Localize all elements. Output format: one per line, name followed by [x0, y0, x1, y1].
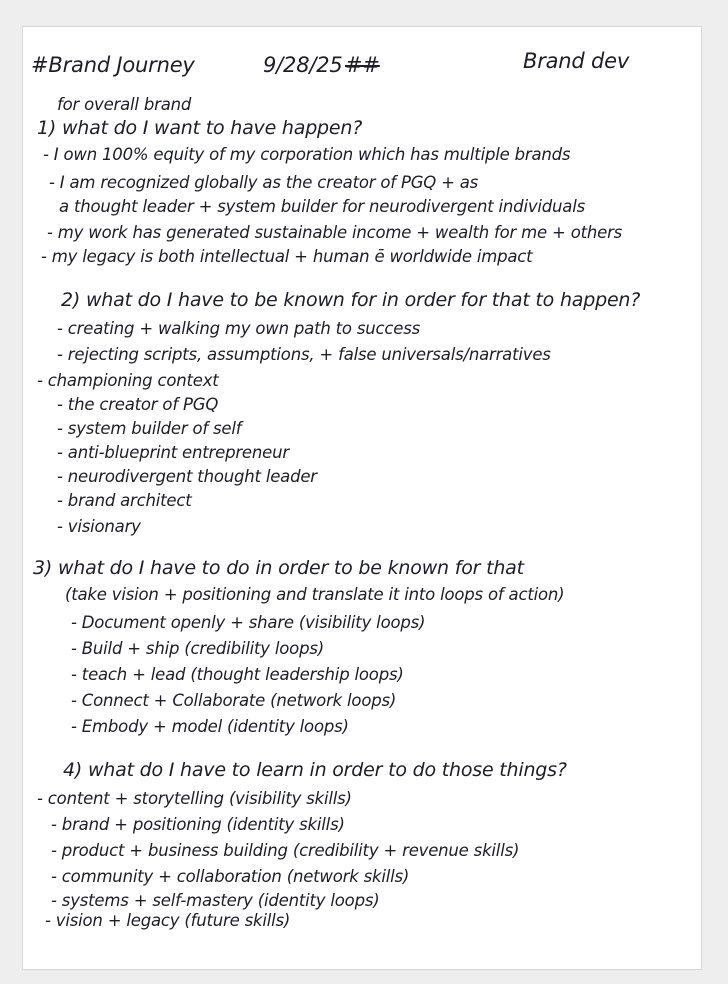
section-4-line: - systems + self-mastery (identity loops): [51, 891, 380, 910]
section-2-line: - creating + walking my own path to success: [57, 319, 421, 338]
section-1-line: - my work has generated sustainable income + wealth for me + others: [47, 223, 623, 242]
section-1-heading: 1) what do I want to have happen?: [37, 117, 363, 139]
section-2-line: - neurodivergent thought leader: [57, 467, 317, 486]
section-3-line: - Document openly + share (visibility loops): [71, 613, 426, 632]
section-1-line: - I own 100% equity of my corporation which has multiple brands: [43, 145, 571, 164]
section-2-line: - rejecting scripts, assumptions, + false universals/narratives: [57, 345, 551, 364]
notebook-page: [22, 26, 702, 970]
section-3-line: - teach + lead (thought leadership loops): [71, 665, 404, 684]
section-3-line: - Build + ship (credibility loops): [71, 639, 324, 658]
section-4-line: - community + collaboration (network skills): [51, 867, 410, 886]
section-4-line: - vision + legacy (future skills): [45, 911, 291, 930]
section-2-line: - visionary: [57, 517, 141, 536]
date-hash-mark: ##: [345, 53, 380, 77]
section-2-line: - the creator of PGQ: [57, 395, 219, 414]
section-2-line: - system builder of self: [57, 419, 242, 438]
section-4-line: - product + business building (credibility + revenue skills): [51, 841, 520, 860]
section-3-heading: 3) what do I have to do in order to be known for that: [33, 557, 524, 579]
section-3-line: - Embody + model (identity loops): [71, 717, 349, 736]
page-label: Brand dev: [523, 49, 630, 73]
page-title: #Brand Journey: [31, 53, 195, 77]
section-2-heading: 2) what do I have to be known for in order for that to happen?: [61, 289, 641, 311]
section-4-line: - content + storytelling (visibility skills): [37, 789, 352, 808]
section-1-line: - I am recognized globally as the creator of PGQ + as: [49, 173, 479, 192]
section-3-subheading: (take vision + positioning and translate it into loops of action): [65, 585, 565, 604]
section-2-line: - brand architect: [57, 491, 192, 510]
section-4-line: - brand + positioning (identity skills): [51, 815, 345, 834]
intro-note: for overall brand: [57, 95, 192, 114]
page-date: 9/28/25: [263, 53, 343, 77]
section-2-line: - anti-blueprint entrepreneur: [57, 443, 289, 462]
section-2-line: - championing context: [37, 371, 219, 390]
section-1-line: - my legacy is both intellectual + human ē worldwide impact: [41, 247, 533, 266]
section-3-line: - Connect + Collaborate (network loops): [71, 691, 397, 710]
section-1-line: a thought leader + system builder for neurodivergent individuals: [59, 197, 586, 216]
section-4-heading: 4) what do I have to learn in order to do those things?: [63, 759, 567, 781]
